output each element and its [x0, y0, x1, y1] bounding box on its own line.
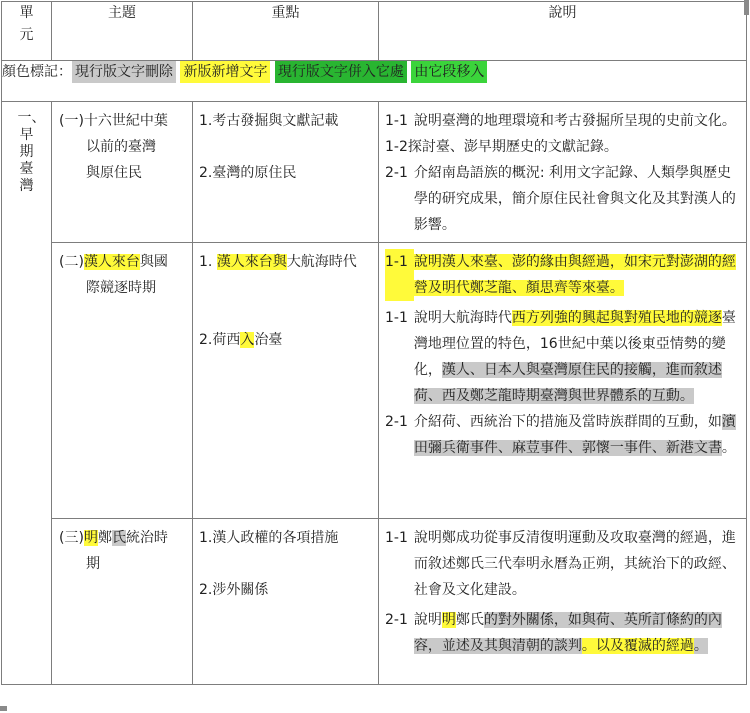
header-focus: 重點: [193, 2, 379, 61]
focus-text: 治臺: [254, 332, 283, 348]
topic-text: 鄭: [97, 530, 112, 546]
unit-cell: [2, 102, 52, 685]
description-body: [414, 249, 740, 301]
description-cell: [379, 243, 747, 519]
description-text: 。: [721, 440, 736, 456]
focus-item: 1.考古發掘與文獻記載: [199, 113, 339, 129]
focus-added-text: 漢人來台與: [216, 254, 287, 270]
legend-deleted: 現行版文字刪除: [72, 61, 176, 83]
topic-cell: [52, 519, 193, 685]
header-description: 說明: [379, 2, 747, 61]
legend-moved: 由它段移入: [411, 61, 487, 83]
topic-cell: [52, 102, 193, 243]
focus-cell: [193, 102, 379, 243]
description-item: [385, 607, 740, 659]
color-legend: [2, 61, 747, 102]
focus-prefix: 2.荷西: [199, 332, 241, 348]
legend-merged: 現行版文字併入它處: [275, 61, 407, 83]
description-text: 介紹南島語族的概況: 利用文字記錄、人類學與歷史學的研究成果，簡介原住民社會與文化及其對漢人的影響。: [413, 165, 736, 233]
header-topic: 主題: [52, 2, 193, 61]
description-cell: [379, 102, 747, 243]
description-item: [385, 409, 740, 461]
header-unit-line-2: 元: [19, 27, 34, 43]
description-added-text: 明: [441, 612, 456, 628]
topic-line: 以前的臺灣: [86, 139, 156, 155]
description-cell: [379, 519, 747, 685]
focus-cell: [193, 243, 379, 519]
description-text: 說明鄭成功從事反清復明運動及攻取臺灣的經過，進而敘述鄭氏三代奉明永曆為正朔，其統治下的政經、社會及文化建設。: [413, 530, 736, 598]
table-row: [2, 102, 747, 243]
header-unit-line-1: 單: [19, 5, 34, 21]
description-item: [385, 305, 740, 409]
table-row: [2, 519, 747, 685]
legend-row: [2, 61, 747, 102]
focus-cell: [193, 519, 379, 685]
description-item: [385, 249, 740, 301]
topic-cell: [52, 243, 193, 519]
topic-added-text: 明: [83, 530, 98, 546]
description-number: 2-1: [385, 612, 408, 628]
topic-prefix: (三): [59, 530, 84, 546]
focus-item: 1.漢人政權的各項措施: [199, 530, 339, 546]
focus-text: 大航海時代: [286, 254, 357, 270]
description-text: 臺灣地理位置的特色，16世紀中葉以後東亞情勢的變化，: [413, 310, 736, 378]
description-text: 說明: [413, 612, 442, 628]
topic-deleted-text: 氏: [111, 530, 126, 546]
legend-label: 顏色標記：: [2, 64, 72, 80]
table-row: [2, 243, 747, 519]
description-added-text: 。以及覆滅的經過: [581, 638, 694, 654]
topic-text: 與國: [139, 254, 168, 270]
description-number: 1-1: [385, 249, 414, 301]
description-number: 1-2: [385, 139, 408, 155]
description-added-text: 說明漢人來臺、澎的緣由與經過，如宋元對澎湖的經營及明代鄭芝龍、顏思齊等來臺。: [413, 254, 736, 296]
description-deleted-text: 的對外關係，如與荷、英所訂條約的內容，並述及其與清朝的談判: [413, 612, 722, 654]
focus-item: [199, 327, 372, 353]
focus-item: [199, 249, 372, 275]
curriculum-table: [1, 1, 747, 685]
header-row: [2, 2, 747, 61]
topic-line: 與原住民: [86, 165, 142, 181]
description-deleted-text: 濱田彌兵衛事件、麻荳事件、郭懷一事件、新港文書: [413, 414, 736, 456]
unit-name: 一、早期臺灣: [17, 110, 46, 194]
topic-prefix: (二): [59, 254, 84, 270]
focus-prefix: 1.: [199, 254, 217, 270]
description-body: [414, 409, 740, 461]
description-text: 介紹荷、西統治下的措施及當時族群間的互動，如: [413, 414, 722, 430]
focus-added-text: 入: [240, 332, 255, 348]
focus-item: 2.臺灣的原住民: [199, 165, 297, 181]
description-item: [385, 134, 740, 160]
description-text: 鄭氏: [455, 612, 484, 628]
description-item: [385, 525, 740, 603]
focus-item: 2.涉外關係: [199, 582, 269, 598]
description-number: 1-1: [385, 530, 408, 546]
description-body: [414, 305, 740, 409]
topic-added-text: 漢人來台: [83, 254, 140, 270]
topic-line: 期: [86, 556, 100, 572]
description-number: 1-1: [385, 113, 408, 129]
description-number: 2-1: [385, 414, 408, 430]
description-text: 說明臺灣的地理環境和考古發掘所呈現的史前文化。: [413, 113, 736, 129]
description-added-text: 西方列強的興起與對殖民地的競逐: [511, 310, 722, 326]
description-number: 1-1: [385, 310, 408, 326]
description-item: [385, 108, 740, 134]
description-text: 說明大航海時代: [413, 310, 512, 326]
topic-line: (一)十六世紀中葉: [59, 113, 168, 129]
legend-added: 新版新增文字: [180, 61, 270, 83]
description-text: 探討臺、澎早期歷史的文獻記錄。: [407, 139, 618, 155]
header-unit: [2, 2, 52, 61]
description-body: [414, 607, 740, 659]
description-item: [385, 160, 740, 238]
topic-text: 統治時: [125, 530, 168, 546]
description-deleted-text: 漢人、日本人與臺灣原住民的接觸，進而敘述荷、西及鄭芝龍時期臺灣與世界體系的互動。: [413, 362, 722, 404]
scrollbar-top-marker: [744, 0, 749, 15]
description-number: 2-1: [385, 165, 408, 181]
topic-line: 際競逐時期: [86, 280, 156, 296]
description-deleted-text: 。: [693, 638, 708, 654]
scrollbar-bottom-marker: [0, 706, 7, 711]
